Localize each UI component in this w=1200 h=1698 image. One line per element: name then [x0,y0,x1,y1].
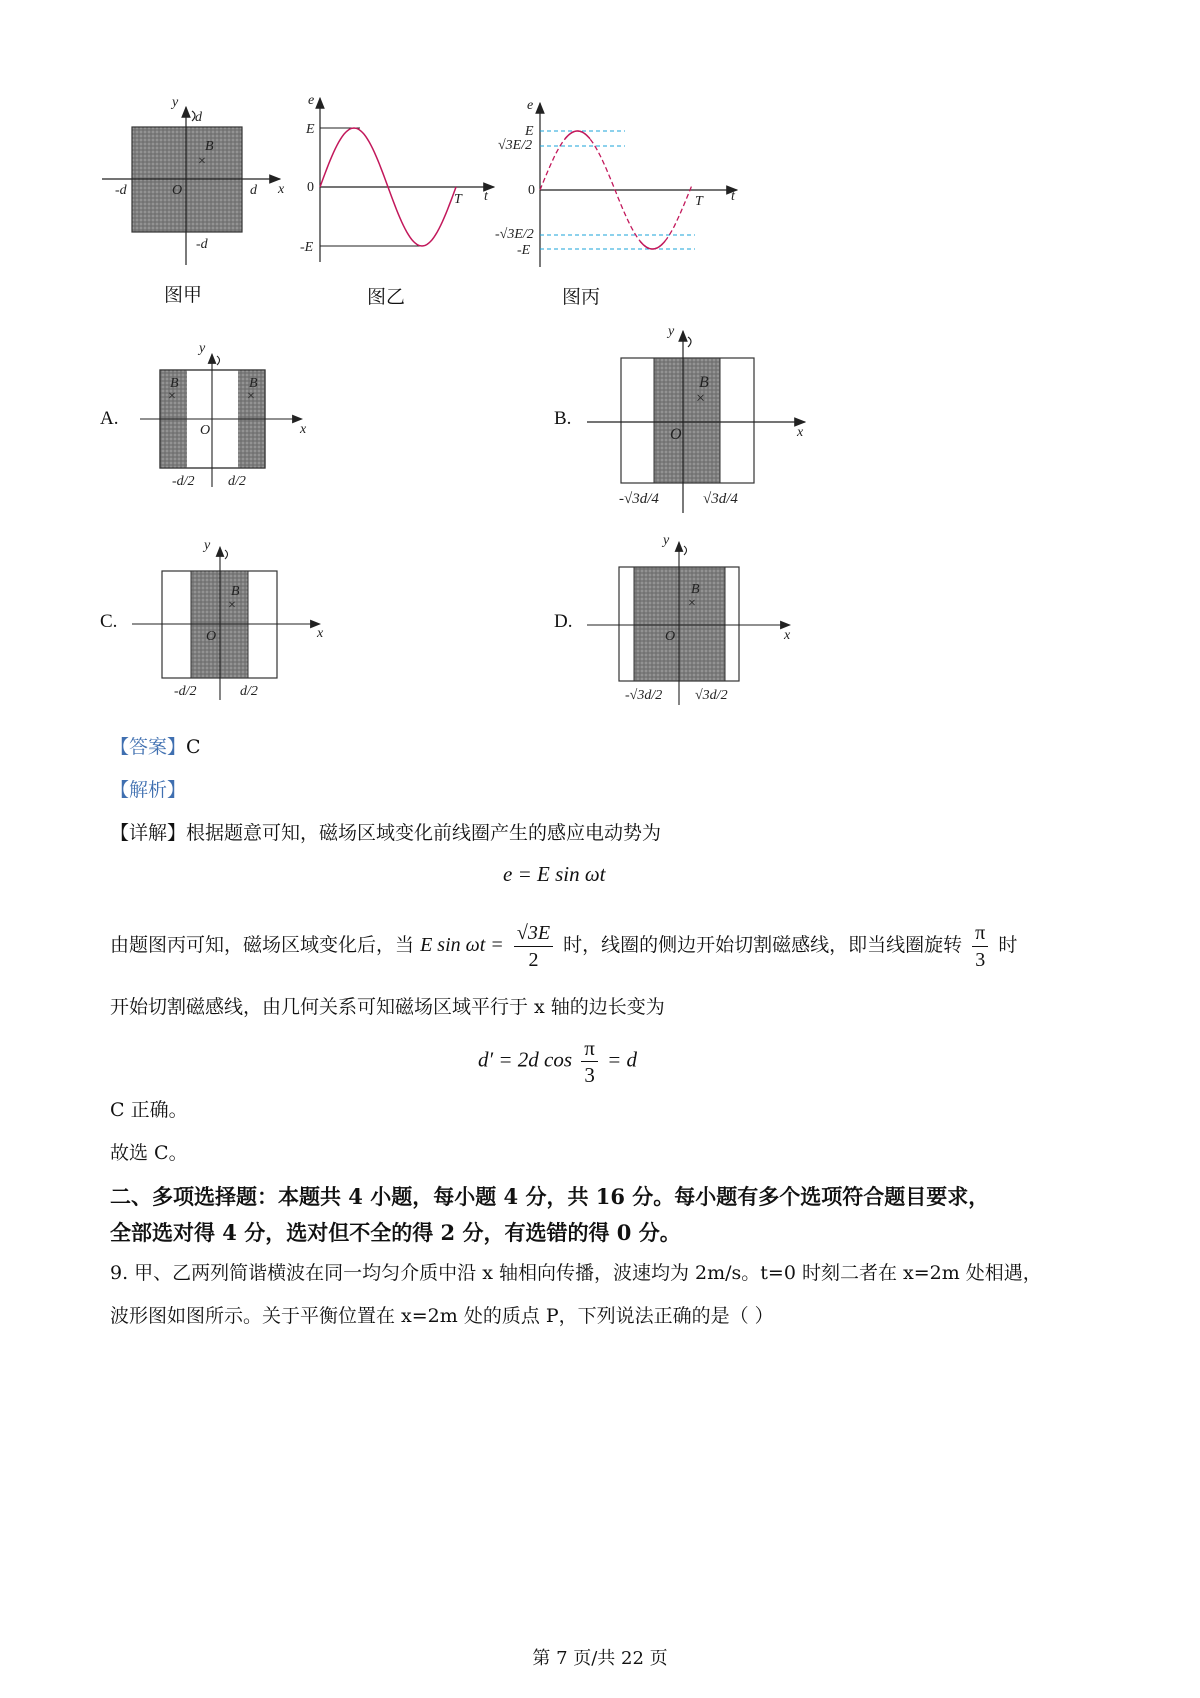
rotation-arrow-icon [225,550,228,559]
fraction-pi-over-3: $\frac{\pi}{3}$ [581,1035,598,1088]
answer-value: C [186,736,201,758]
right-tick-label: d/2 [228,474,246,489]
caption-jia: 图甲 [164,284,203,306]
option-d-label: D. [554,611,573,632]
cross-icon: × [696,390,706,407]
B-label: B [231,584,240,599]
d-label: d [250,183,257,198]
caption-bing: 图丙 [562,286,601,308]
negE-label: -E [300,240,314,255]
cross-icon: × [688,596,696,611]
zero-label: 0 [528,183,535,198]
detail-line-2 [110,918,1017,973]
y-label: y [663,533,670,548]
y-label: y [172,95,179,110]
zero-label: 0 [307,180,314,195]
x-label: x [784,628,791,643]
option-c-label: C. [100,611,118,632]
B-label-right: B [249,376,258,391]
bottom-neg-d-label: -d [196,237,208,252]
analysis-tag: 【解析】 [110,779,187,801]
option-b-figure [585,323,820,518]
detail-line-5: 故选 C。 [110,1142,188,1164]
option-b-label: B. [554,408,572,429]
B-label-left: B [170,376,179,391]
cross-icon: × [198,154,206,169]
detail-line-1 [110,818,661,848]
cross-icon: × [247,389,255,404]
left-tick-label: -√3d/2 [625,688,663,703]
figure-jia [100,95,310,275]
figure-bing [495,95,745,275]
t-label: t [731,189,735,204]
origin-label: O [200,423,211,438]
E-label: E [525,124,534,139]
section2-heading-line2: 全部选对得 4 分，选对但不全的得 2 分，有选错的得 0 分。 [110,1220,681,1245]
top-d-label: d [195,110,202,125]
section2-heading-line1: 二、多项选择题：本题共 4 小题，每小题 4 分，共 16 分。每小题有多个选项符合题目要求， [110,1184,990,1209]
y-label: y [199,341,206,356]
B-label: B [699,374,709,391]
sqrt3E2-label: √3E/2 [498,138,533,153]
detail-text-2c: 时 [998,934,1018,956]
neg-sqrt3E2-label: -√3E/2 [495,227,534,242]
option-a-figure [130,342,320,492]
equation-2: d′ = 2d cos $\frac{\pi}{3}$ = d [478,1036,638,1087]
origin-label: O [206,629,217,644]
right-tick-label: √3d/4 [703,491,738,507]
t-label: t [484,189,488,204]
fraction-pi-over-3: $\frac{\pi}{3}$ [972,920,988,973]
e-label: e [308,93,315,108]
x-label: x [797,425,804,440]
figure-yi [300,90,500,270]
fraction-sqrt3E-over-2: $\frac{√3E}{2}$ [514,920,553,973]
detail-tag: 【详解】 [110,822,187,844]
answer-tag: 【答案】 [110,736,187,758]
origin-label: O [172,183,183,198]
page-footer: 第 7 页/共 22 页 [532,1648,668,1669]
origin-label: O [665,629,676,644]
rotation-arrow-icon [217,356,220,365]
B-label: B [691,582,700,597]
right-tick-label: √3d/2 [695,688,728,703]
origin-label: O [670,426,682,443]
equation-1: e = E sin ωt [503,862,606,886]
detail-text-1: 根据题意可知，磁场区域变化前线圈产生的感应电动势为 [186,822,662,844]
q9-line1: 9. 甲、乙两列简谐横波在同一均匀介质中沿 x 轴相向传播，波速均为 2m/s。t=0 时刻二者在 x=2m 处相遇， [110,1262,1042,1284]
detail-text-2a: 由题图丙可知，磁场区域变化后，当 [110,934,415,956]
rotation-arrow-icon [684,546,687,555]
field-strip [654,358,720,483]
y-label: y [204,538,211,553]
left-tick-label: -d/2 [172,474,195,489]
detail-line-3: 开始切割磁感线，由几何关系可知磁场区域平行于 x 轴的边长变为 [110,996,665,1018]
x-label: x [278,182,285,197]
x-label: x [300,422,307,437]
T-label: T [695,194,703,209]
B-label: B [205,139,214,154]
right-tick-label: d/2 [240,684,258,699]
rotation-arrow-icon [688,337,691,347]
option-c-figure [130,535,340,705]
detail-text-2b: 时，线圈的侧边开始切割磁感线，即当线圈旋转 [563,934,963,956]
detail-line-4: C 正确。 [110,1099,188,1121]
answer-line [110,732,201,762]
condition-lhs: E sin ωt = [420,934,504,956]
y-label: y [668,324,675,339]
T-label: T [454,192,462,207]
cross-icon: × [228,598,236,613]
option-d-figure [585,530,805,710]
left-tick-label: -√3d/4 [619,491,659,507]
left-tick-label: -d/2 [174,684,197,699]
option-a-label: A. [100,408,119,429]
q9-line2: 波形图如图所示。关于平衡位置在 x=2m 处的质点 P，下列说法正确的是（ ） [110,1305,774,1327]
x-label: x [317,626,324,641]
cross-icon: × [168,389,176,404]
neg-d-label: -d [115,183,127,198]
e-label: e [527,98,534,113]
E-label: E [306,122,315,137]
negE-label: -E [517,243,531,258]
caption-yi: 图乙 [367,286,406,308]
